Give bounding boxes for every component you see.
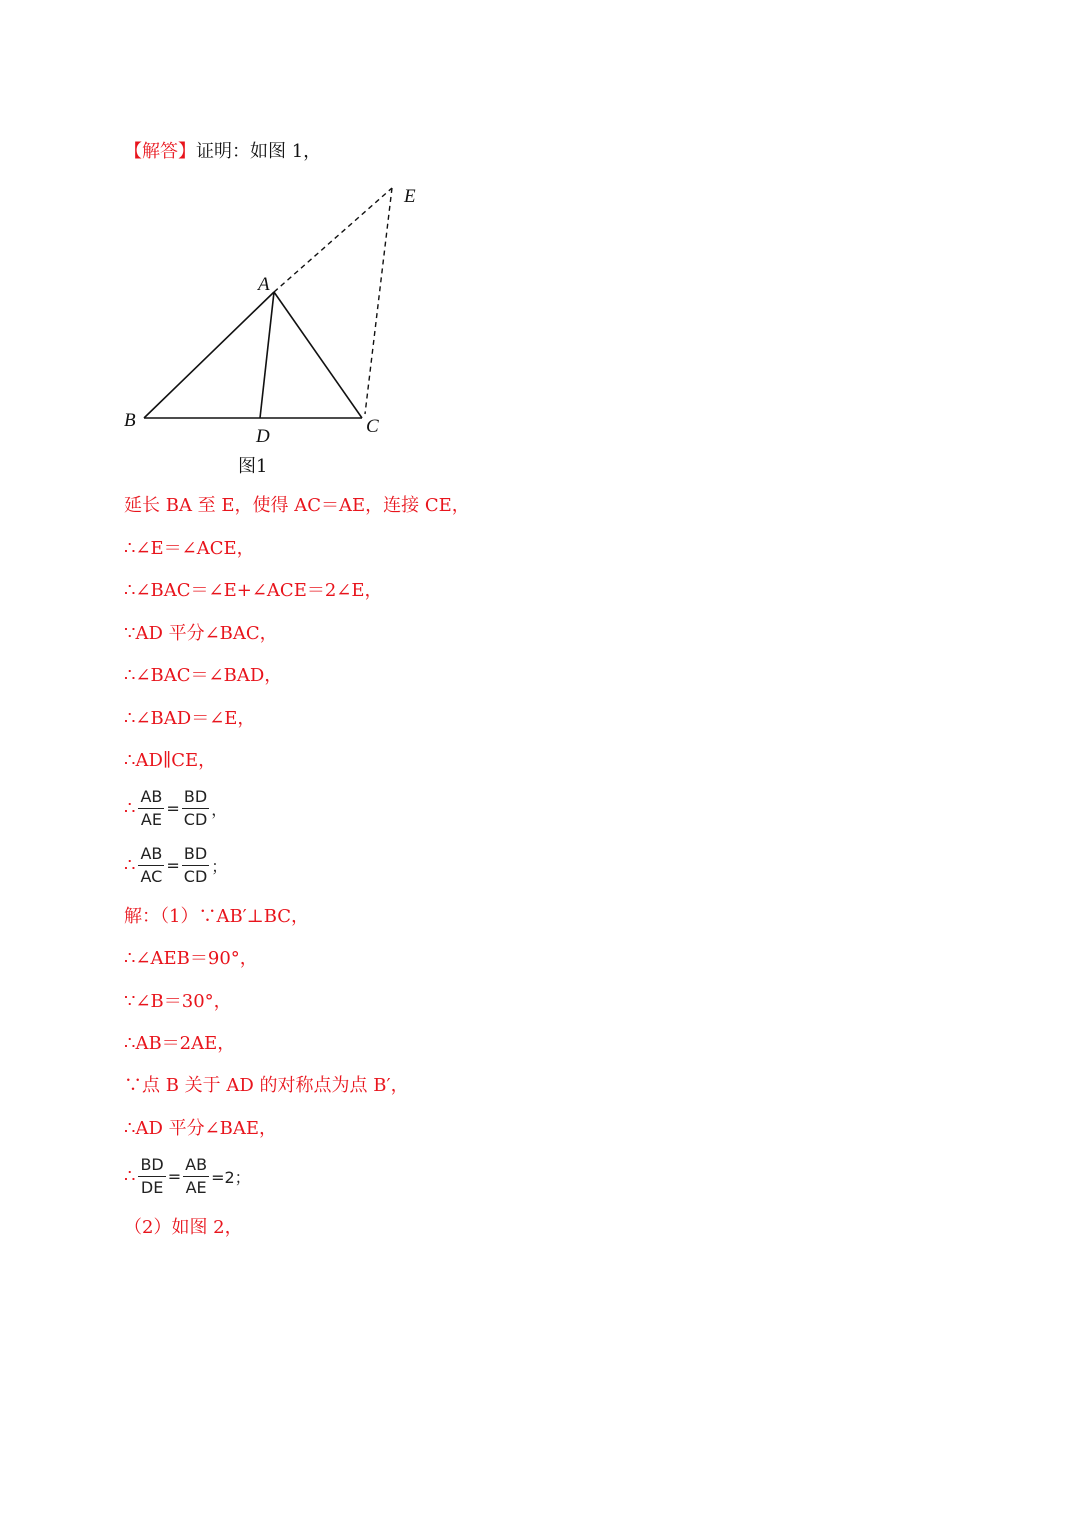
label-b: B bbox=[124, 410, 136, 431]
segment-ae-dashed bbox=[274, 188, 392, 292]
numerator: BD bbox=[138, 1154, 165, 1177]
denominator: AE bbox=[140, 810, 162, 829]
numerator: AB bbox=[138, 843, 164, 866]
answer-intro: 证明：如图 1， bbox=[196, 141, 322, 162]
label-e: E bbox=[404, 186, 416, 207]
answer-tag: 【解答】 bbox=[124, 141, 196, 162]
punctuation: ； bbox=[211, 857, 228, 876]
fraction-ab-ae bbox=[183, 1154, 209, 1199]
denominator: AE bbox=[185, 1178, 207, 1197]
proof-line-7: ∴AD∥CE， bbox=[124, 750, 217, 771]
equals-sign: = bbox=[166, 799, 180, 818]
fraction-bd-cd bbox=[182, 843, 210, 888]
proof-line-6: ∴∠BAD＝∠E， bbox=[124, 708, 256, 729]
denominator: CD bbox=[183, 810, 208, 829]
fraction-bd-de bbox=[138, 1154, 165, 1199]
segment-ac bbox=[274, 292, 362, 418]
label-c: C bbox=[366, 416, 379, 437]
geometry-figure-1 bbox=[120, 178, 440, 478]
solution-line-3: ∵∠B＝30°， bbox=[124, 991, 232, 1012]
fraction-equation-1 bbox=[124, 786, 228, 831]
numerator: AB bbox=[138, 786, 164, 809]
proof-line-5: ∴∠BAC＝∠BAD， bbox=[124, 665, 283, 686]
answer-heading bbox=[124, 140, 321, 164]
segment-ab bbox=[144, 292, 274, 418]
fraction-equation-2 bbox=[124, 843, 228, 888]
denominator: AC bbox=[140, 867, 163, 886]
proof-line-2: ∴∠E＝∠ACE， bbox=[124, 538, 255, 559]
solution-line-5: ∵点 B 关于 AD 的对称点为点 B′， bbox=[124, 1075, 409, 1096]
fraction-bd-cd bbox=[182, 786, 210, 831]
proof-line-1: 延长 BA 至 E，使得 AC＝AE，连接 CE， bbox=[124, 495, 470, 516]
figure-caption: 图1 bbox=[238, 456, 268, 477]
therefore-symbol: ∴ bbox=[124, 1166, 136, 1187]
proof-line-4: ∵AD 平分∠BAC， bbox=[124, 623, 278, 644]
fraction-ab-ae bbox=[138, 786, 164, 831]
label-a: A bbox=[258, 274, 270, 295]
proof-line-3: ∴∠BAC＝∠E+∠ACE＝2∠E， bbox=[124, 580, 383, 601]
punctuation: ， bbox=[211, 800, 228, 819]
numerator: BD bbox=[182, 786, 209, 809]
equals-sign: = bbox=[167, 1167, 182, 1186]
therefore-symbol: ∴ bbox=[124, 798, 136, 819]
denominator: DE bbox=[140, 1178, 164, 1197]
denominator: CD bbox=[183, 867, 208, 886]
equals-sign: = bbox=[166, 856, 180, 875]
solution-line-2: ∴∠AEB＝90°， bbox=[124, 948, 258, 969]
label-d: D bbox=[256, 426, 270, 447]
solution-line-4: ∴AB＝2AE， bbox=[124, 1033, 236, 1054]
numerator: BD bbox=[182, 843, 209, 866]
fraction-equation-3 bbox=[124, 1154, 252, 1199]
segment-ad bbox=[260, 292, 274, 418]
solution-line-6: ∴AD 平分∠BAE， bbox=[124, 1118, 278, 1139]
equals-two: =2； bbox=[211, 1168, 251, 1187]
solution-line-1: 解：（1）∵AB′⊥BC， bbox=[124, 906, 310, 927]
segment-ce-dashed bbox=[365, 188, 392, 414]
fraction-ab-ac bbox=[138, 843, 164, 888]
part-2-heading: （2）如图 2， bbox=[124, 1217, 243, 1238]
numerator: AB bbox=[183, 1154, 209, 1177]
therefore-symbol: ∴ bbox=[124, 855, 136, 876]
